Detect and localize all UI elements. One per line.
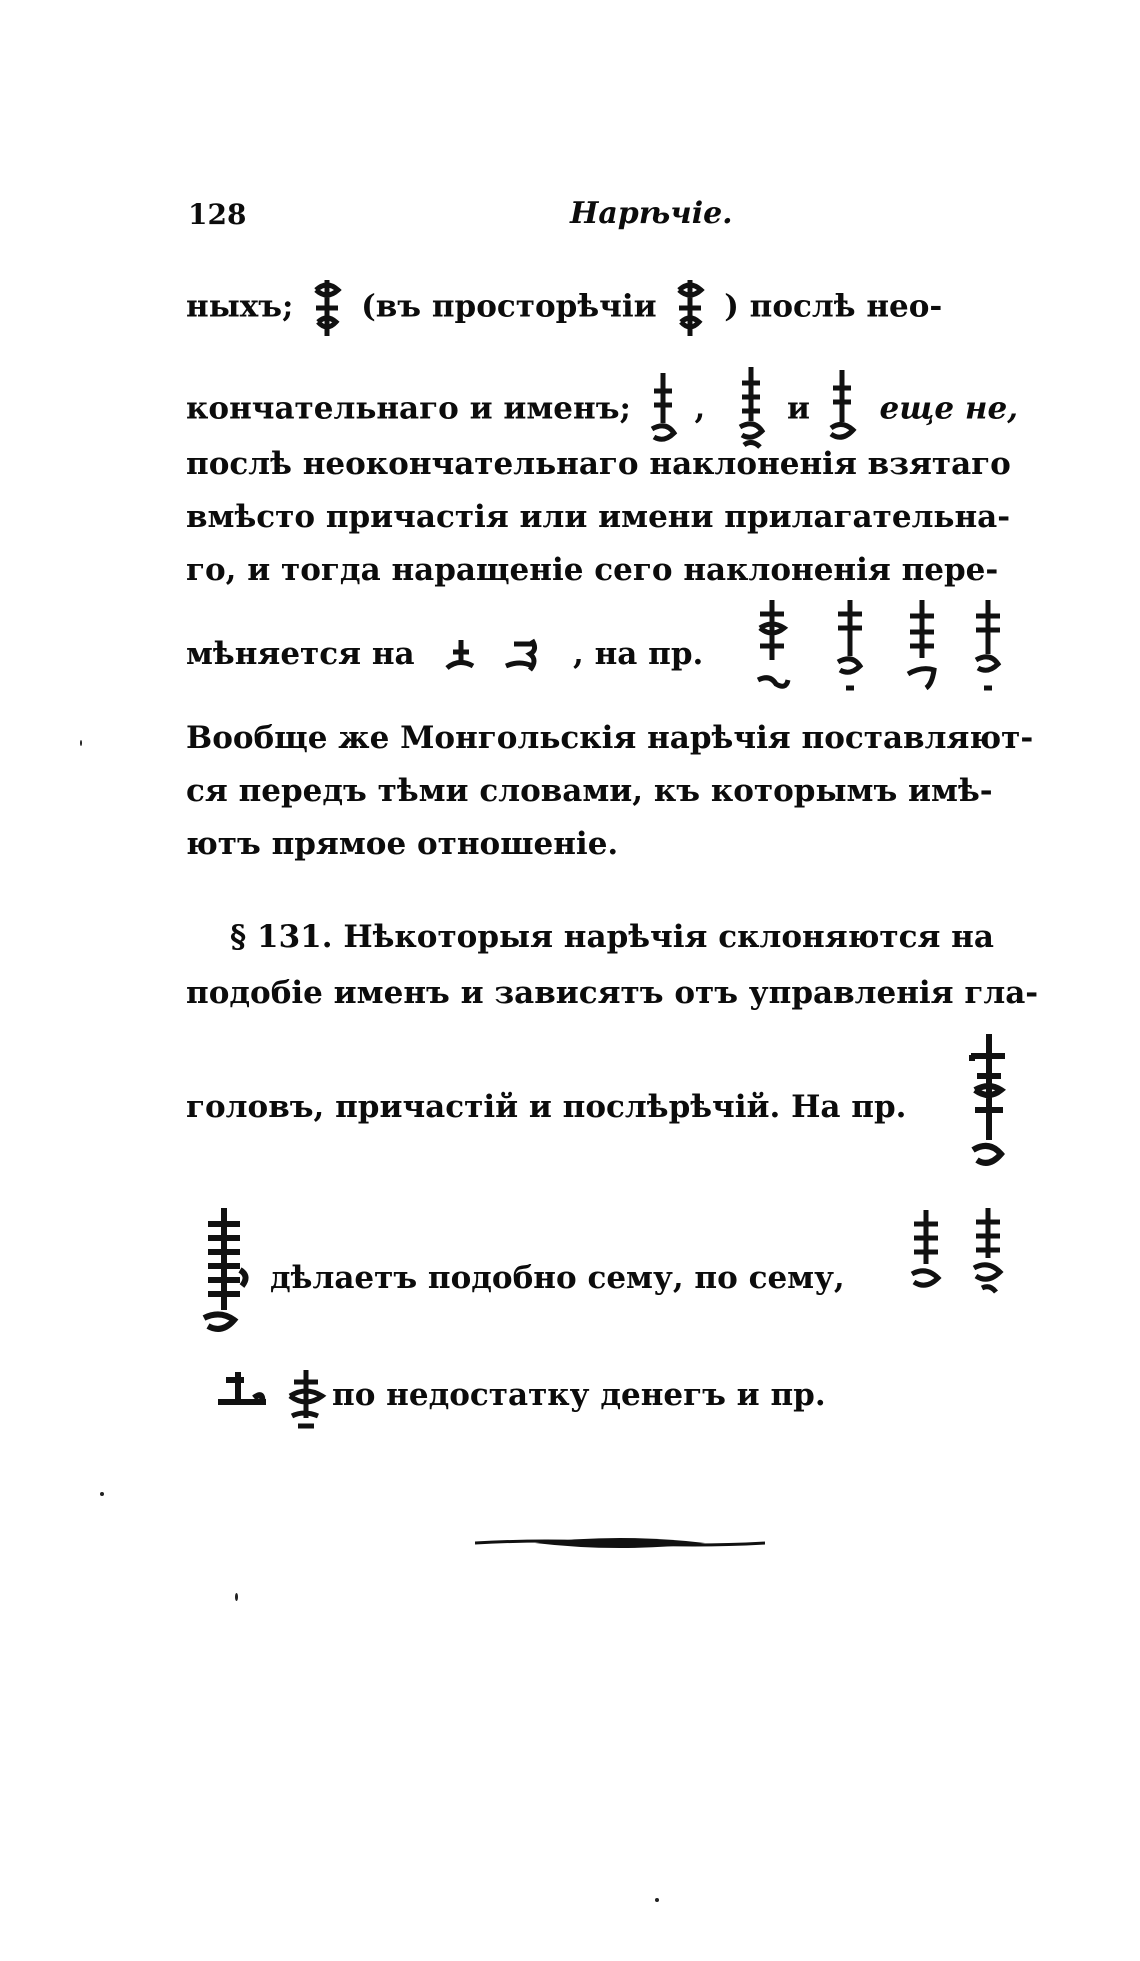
mongolian-word-icon (906, 1208, 946, 1308)
text-segment: , на пр. (573, 636, 704, 672)
print-speck (655, 1898, 659, 1902)
text-segment: мѣняется на (186, 636, 415, 672)
text-segment: еще не, (879, 390, 1019, 427)
mongolian-word-icon (968, 1206, 1008, 1306)
text-segment: ) послѣ нео- (724, 288, 943, 325)
text-line-8: ся передъ тѣми словами, къ которымъ имѣ- (186, 773, 993, 809)
text-line-4: вмѣсто причастія или имени прилагательна- (186, 499, 1011, 535)
mongolian-word-icon (443, 636, 477, 676)
mongolian-word-icon (646, 371, 680, 449)
text-line-5: го, и тогда наращеніе сего наклоненія пере- (186, 552, 999, 588)
mongolian-word-icon (284, 1368, 328, 1436)
section-line-4: дѣлаетъ подобно сему, по сему, (270, 1260, 845, 1296)
decorative-rule-icon (475, 1535, 765, 1551)
mongolian-word-icon (752, 598, 792, 702)
text-segment: кончательнаго и именъ; (186, 390, 631, 427)
print-speck (235, 1593, 238, 1601)
text-line-6 (186, 634, 1016, 676)
text-line-3: послѣ неокончательнаго наклоненія взятаго (186, 446, 1011, 482)
print-speck (80, 740, 82, 746)
mongolian-word-icon (825, 368, 859, 452)
section-number: § 131. (230, 919, 333, 955)
text-line-1 (186, 278, 1016, 338)
text-line-2 (186, 365, 1019, 455)
page-number: 128 (188, 198, 247, 231)
mongolian-word-icon (902, 598, 942, 702)
running-title: Нарѣчіе. (570, 196, 733, 231)
mongolian-word-icon (734, 365, 768, 455)
text-segment: Нѣкоторыя нарѣчія склоняются на (343, 919, 994, 955)
text-segment: ныхъ; (186, 288, 294, 325)
text-line-9: ютъ прямое отношеніе. (186, 826, 619, 862)
mongolian-word-icon (968, 598, 1008, 702)
section-line-3: головъ, причастій и послѣрѣчій. На пр. (186, 1089, 907, 1125)
text-segment: , (694, 390, 706, 427)
mongolian-word-icon (310, 278, 344, 338)
mongolian-word-icon (830, 598, 870, 702)
mongolian-word-icon (502, 636, 540, 676)
text-segment: и (786, 390, 810, 427)
section-heading-line (230, 917, 1060, 957)
mongolian-word-icon (214, 1370, 270, 1414)
print-speck (100, 1492, 104, 1496)
text-line-7: Вообще же Монгольскія нарѣчія поставляют- (186, 720, 1034, 756)
text-segment: (въ просторѣчіи (361, 288, 657, 325)
section-line-5: по недостатку денегъ и пр. (332, 1377, 826, 1413)
mongolian-word-icon (673, 278, 707, 338)
mongolian-word-icon (194, 1206, 254, 1344)
section-line-2: подобіе именъ и зависятъ отъ управленія гла- (186, 975, 1039, 1011)
